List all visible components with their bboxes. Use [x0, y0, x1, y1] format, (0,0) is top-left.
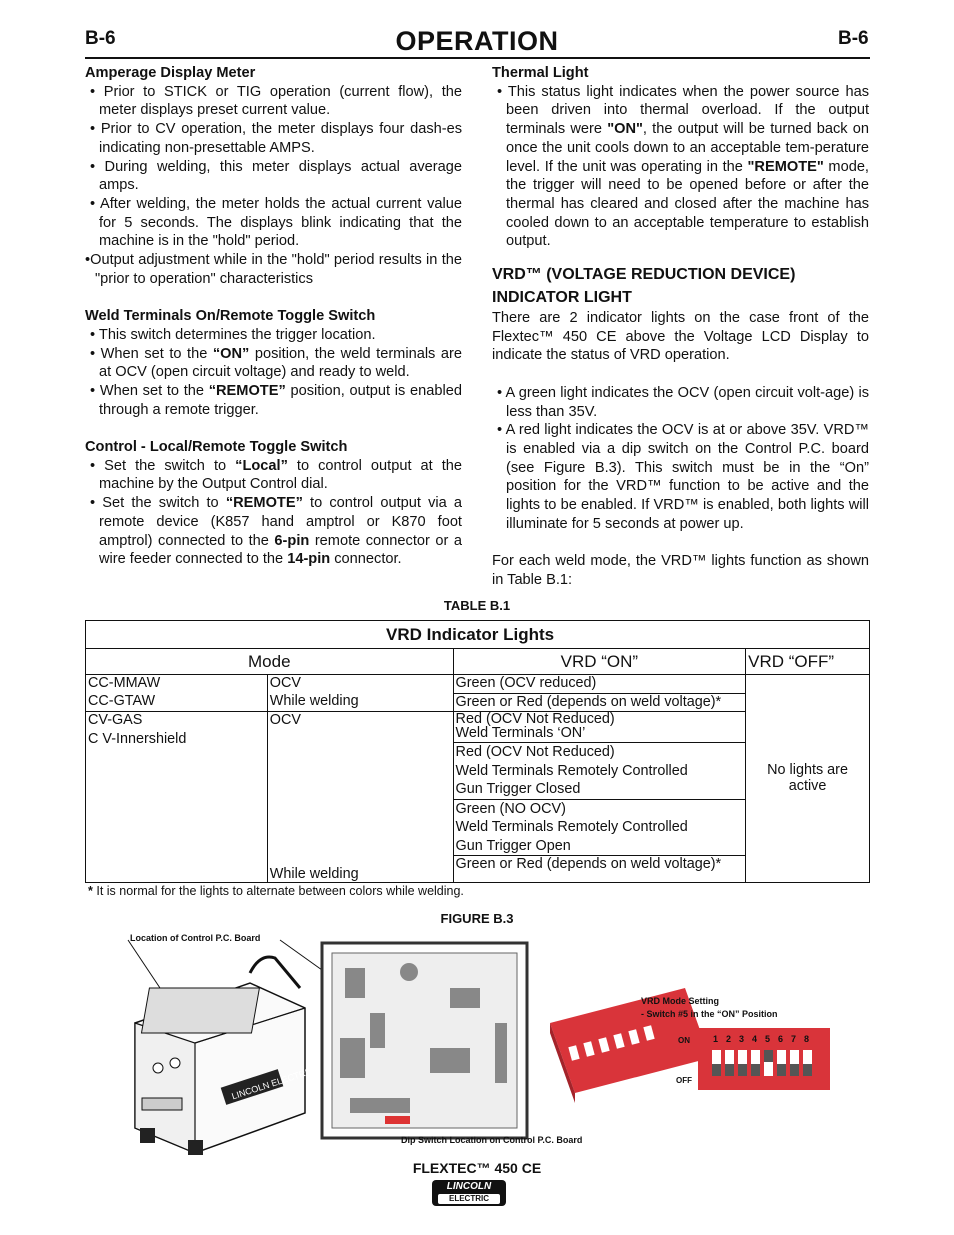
vrd-switch-diagram [676, 1028, 830, 1090]
machine-brand: LINCOLN ELECTRIC [230, 1065, 316, 1102]
table-caption: TABLE B.1 [443, 598, 511, 613]
control-bullet-1: • Set the switch to “Local” to control output at the machine by the Output Control dial. [90, 457, 462, 493]
machine-drawing [135, 957, 316, 1155]
weld-terminals-heading: Weld Terminals On/Remote Toggle Switch [85, 308, 376, 325]
vrd-off-cell: No lights are active [746, 675, 870, 883]
table-cell: CV-GAS C V-Innershield [86, 712, 268, 883]
switch-number: 8 [804, 1034, 810, 1044]
vrd-bullet-2: • A red light indicates the OCV is at or above 35V. VRD™ is enabled via a dip switch on the Control P.C. board (see Figure B.3). This switch must be in the “On” position for the VRD™ function to be active and the lights to be enabled. If VRD™ is enabled, both lights will illuminate for 5 seconds at power up. [497, 422, 869, 532]
on-label: ON [678, 1036, 690, 1045]
switch-number: 3 [739, 1034, 745, 1044]
right-column [492, 64, 869, 590]
thermal-heading: Thermal Light [492, 65, 589, 81]
table-cell: While welding [267, 693, 453, 712]
switch-number: 5 [765, 1034, 771, 1044]
switch-number: 2 [726, 1034, 732, 1044]
pc-board-drawing [322, 943, 527, 1138]
page-title: OPERATION [395, 26, 559, 56]
vrd-heading-line-1: VRD™ (VOLTAGE REDUCTION DEVICE) [492, 266, 796, 284]
table-title: VRD Indicator Lights [86, 621, 870, 649]
amperage-bullet-4: • After welding, the meter holds the actual current value for 5 seconds. The displays blink indicating that the machine is in the "hold" period. [90, 195, 462, 250]
table-cell: OCV [267, 675, 453, 694]
dip-switch-label: Dip Switch Location on Control P.C. Board [401, 1135, 583, 1145]
lincoln-electric-logo: LINCOLN ELECTRIC [432, 1180, 506, 1206]
switch-number: 4 [752, 1034, 758, 1044]
table-cell: Green (NO OCV) Weld Terminals Remotely Controlled Gun Trigger Open [453, 799, 746, 856]
table-footnote: * It is normal for the lights to alternate between colors while welding. [88, 884, 464, 898]
vrd-paragraph-1: There are 2 indicator lights on the case front of the Flextec™ 450 CE above the Voltage LCD Display to indicate the status of VRD operation. [492, 310, 869, 364]
thermal-bullet-1: • This status light indicates when the power source has been driven into thermal overload. If the output terminals were "ON", the output will be turned back on once the unit cools down to an acceptable tem-perature level. If the unit was operating in the "REMOTE" mode, the trigger will need to be opened before or after the thermal has cleared and closed after the machine has cooled down to an acceptable temperature to establish output. [497, 83, 869, 250]
figure-illustration [100, 928, 850, 1158]
off-label: OFF [676, 1076, 692, 1085]
amperage-bullet-1: • Prior to STICK or TIG operation (current flow), the meter displays preset current value. [90, 83, 462, 119]
vrd-paragraph-2: For each weld mode, the VRD™ lights function as shown in Table B.1: [492, 553, 869, 588]
table-cell: CC-GTAW [86, 693, 268, 712]
page-number-left: B-6 [85, 28, 116, 49]
footer-model: FLEXTEC™ 450 CE [412, 1160, 542, 1176]
weld-terminals-bullet-2: • When set to the “ON” position, the weld terminals are at OCV (open circuit voltage) and ready to weld. [90, 345, 462, 381]
figure-caption: FIGURE B.3 [440, 911, 514, 926]
left-column [85, 64, 462, 569]
board-location-label: Location of Control P.C. Board [130, 933, 261, 943]
table-cell: OCV [267, 712, 453, 856]
switch-number: 6 [778, 1034, 784, 1044]
table-cell: Red (OCV Not Reduced) Weld Terminals ‘ON’ [453, 712, 746, 743]
table-cell: Green or Red (depends on weld voltage)* [453, 693, 746, 712]
amperage-bullet-2: • Prior to CV operation, the meter displays four dash-es indicating non-presettable AMPS. [90, 121, 463, 156]
vrd-indicator-table [85, 620, 870, 883]
table-cell: While welding [267, 856, 453, 883]
switch-number: 7 [791, 1034, 797, 1044]
page-number-right: B-6 [838, 28, 869, 49]
table-cell: Green or Red (depends on weld voltage)* [453, 856, 746, 883]
control-heading: Control - Local/Remote Toggle Switch [85, 439, 348, 456]
vrd-heading-line-2: INDICATOR LIGHT [492, 289, 632, 307]
table-cell: CC-MMAW [86, 675, 268, 694]
weld-terminals-bullet-3: • When set to the “REMOTE” position, output is enabled through a remote trigger. [90, 382, 462, 418]
col-header-mode: Mode [86, 649, 454, 675]
col-header-vrd-off: VRD “OFF” [746, 649, 870, 675]
vrd-mode-label: VRD Mode Setting - Switch #5 in the “ON” Position [641, 996, 778, 1019]
table-cell: Green (OCV reduced) [453, 675, 746, 694]
table-cell: Red (OCV Not Reduced) Weld Terminals Remotely Controlled Gun Trigger Closed [453, 743, 746, 800]
vrd-bullet-1: • A green light indicates the OCV (open circuit volt-age) is less than 35V. [497, 384, 869, 420]
amperage-heading: Amperage Display Meter [85, 65, 256, 81]
switch-number: 1 [713, 1034, 719, 1044]
amperage-bullet-5: •Output adjustment while in the "hold" period results in the "prior to operation" characteristics [85, 252, 462, 287]
amperage-bullet-3: • During welding, this meter displays actual average amps. [90, 158, 462, 194]
header-rule [85, 57, 870, 59]
weld-terminals-bullet-1: • This switch determines the trigger location. [90, 326, 376, 343]
col-header-vrd-on: VRD “ON” [453, 649, 746, 675]
control-bullet-2: • Set the switch to “REMOTE” to control output via a remote device (K857 hand amptrol or K870 foot amptrol) connected to the 6-pin remote connector or a wire feeder connected to the 14-pin connector. [90, 495, 462, 568]
